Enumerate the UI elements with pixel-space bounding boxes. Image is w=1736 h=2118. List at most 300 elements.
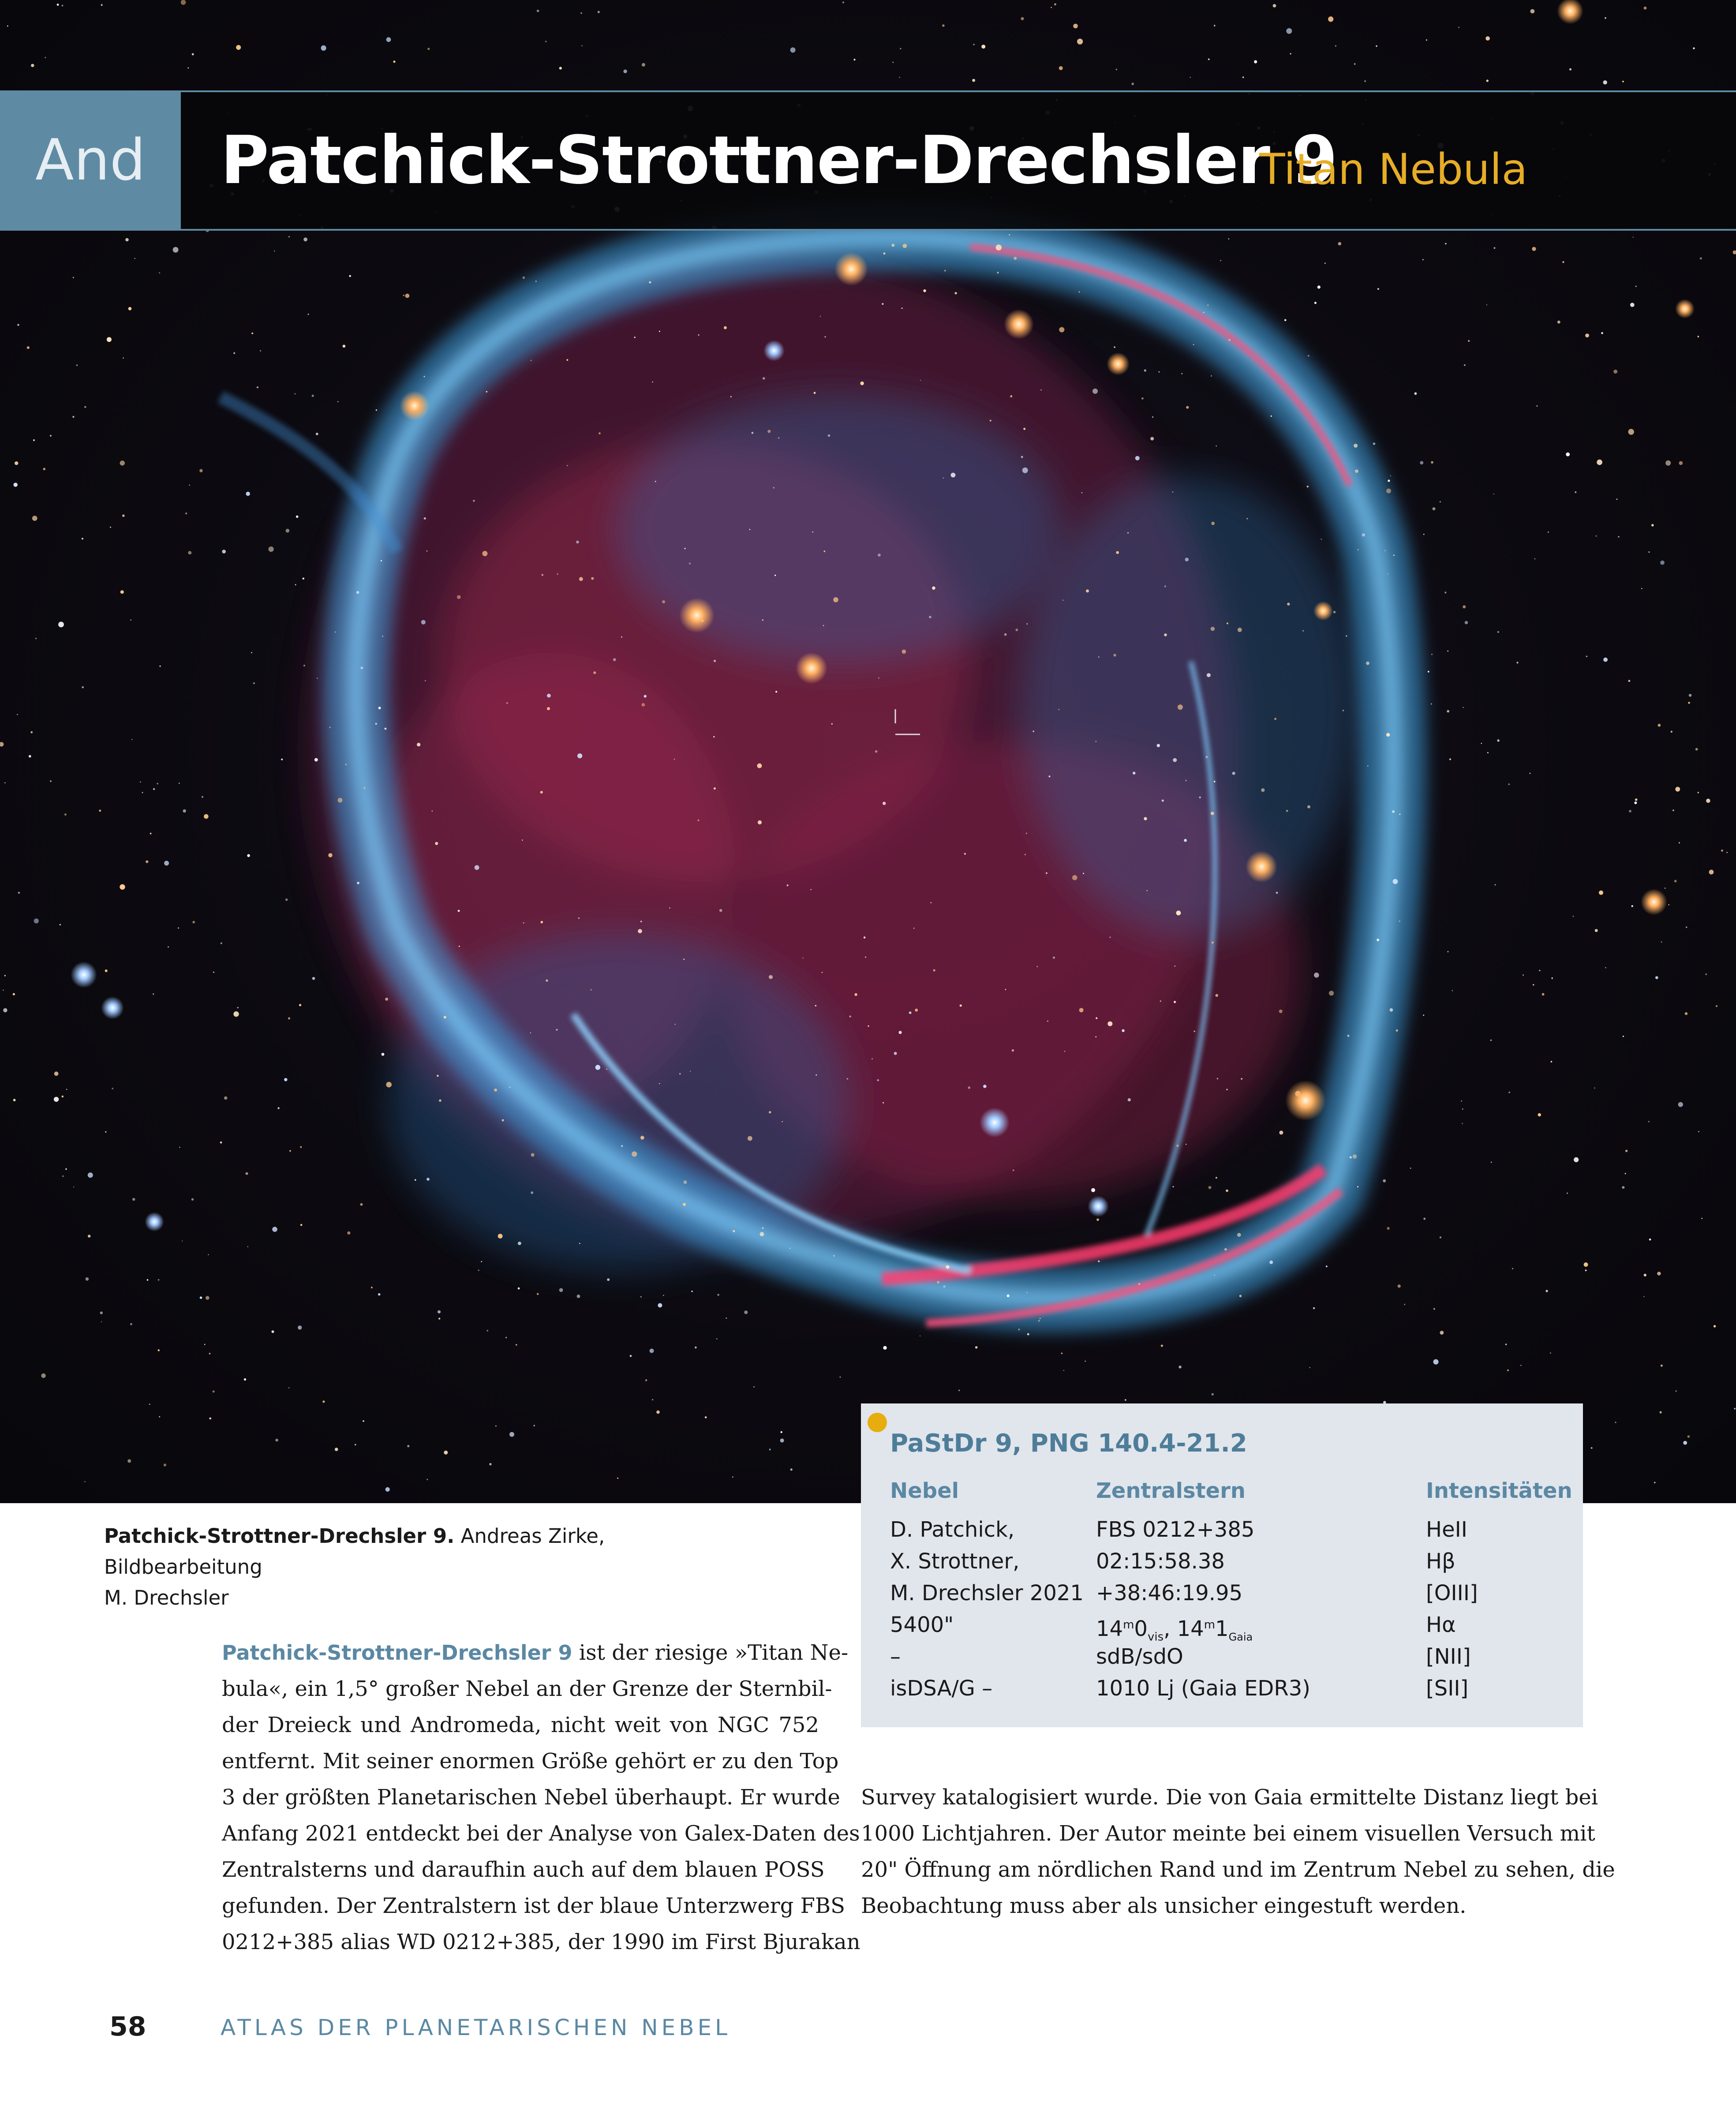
star	[891, 244, 894, 247]
star	[1059, 327, 1064, 333]
central-star-type: sdB/sdO	[1096, 1644, 1183, 1669]
bright-star	[71, 962, 97, 988]
star	[1716, 1005, 1717, 1007]
star	[204, 814, 209, 819]
star	[438, 1318, 440, 1320]
star	[1214, 25, 1216, 26]
star	[1452, 990, 1453, 991]
star	[662, 600, 665, 603]
star	[690, 1071, 691, 1072]
star	[86, 1277, 89, 1281]
star	[132, 1198, 135, 1201]
star	[1428, 671, 1429, 673]
star	[338, 798, 343, 803]
star	[1314, 302, 1317, 304]
star	[1508, 783, 1510, 785]
star	[757, 763, 762, 768]
star	[168, 947, 169, 948]
star	[689, 563, 691, 565]
star	[275, 1439, 278, 1441]
star	[1377, 288, 1379, 290]
star	[1622, 1186, 1624, 1189]
star	[1086, 589, 1089, 592]
intensity-4: Hα	[1426, 1613, 1456, 1637]
bright-star	[1246, 851, 1277, 883]
star	[1059, 709, 1060, 710]
star	[224, 1096, 227, 1100]
star	[1355, 469, 1358, 473]
star	[1490, 1040, 1492, 1041]
star	[1343, 710, 1344, 711]
star	[159, 666, 161, 667]
star	[321, 45, 326, 51]
star	[473, 500, 475, 501]
bright-star	[763, 340, 785, 361]
running-title: ATLAS DER PLANETARISCHEN NEBEL	[221, 2015, 731, 2040]
page-title: Patchick-Strottner-Drechsler 9	[221, 122, 1337, 199]
star	[716, 1338, 718, 1340]
star	[942, 24, 945, 27]
star	[424, 517, 426, 520]
star	[1199, 797, 1201, 799]
star	[1567, 1193, 1568, 1194]
star	[630, 1355, 632, 1357]
caption-credit: Andreas Zirke, Bildbearbeitung	[104, 1524, 605, 1579]
star	[1064, 1051, 1066, 1052]
star	[509, 1086, 510, 1088]
star	[1308, 355, 1309, 357]
star	[236, 45, 241, 50]
star	[1027, 1333, 1029, 1336]
star	[1122, 1029, 1124, 1032]
star	[1392, 810, 1395, 813]
star	[540, 791, 543, 793]
star	[1534, 558, 1536, 560]
star	[1396, 1029, 1398, 1032]
star	[1465, 621, 1468, 625]
star	[345, 763, 347, 765]
star	[599, 432, 600, 434]
bright-star	[834, 252, 868, 286]
star	[894, 1052, 897, 1055]
star	[1440, 1236, 1441, 1238]
title-bar	[0, 90, 1736, 231]
star	[744, 1310, 748, 1314]
star	[640, 1296, 642, 1298]
star	[1162, 800, 1164, 802]
star	[298, 1325, 302, 1329]
star	[1700, 257, 1702, 259]
star	[385, 998, 388, 1001]
nebula-column	[890, 1514, 1084, 1704]
star	[1678, 1102, 1683, 1107]
star	[640, 1136, 644, 1140]
star	[943, 1285, 945, 1287]
star	[486, 391, 487, 392]
star	[260, 350, 261, 352]
star	[683, 959, 685, 960]
star	[932, 587, 935, 590]
article-line: gefunden. Der Zentralstern ist der blaue Unterzwerg FBS	[222, 1893, 846, 1918]
star	[1657, 1272, 1661, 1275]
star	[347, 1231, 350, 1235]
star	[191, 1198, 194, 1201]
star	[900, 48, 901, 49]
star	[1254, 60, 1257, 64]
star	[385, 1487, 390, 1492]
star	[1367, 765, 1369, 767]
star	[964, 853, 966, 855]
star	[724, 326, 727, 329]
star	[854, 993, 857, 996]
star	[60, 924, 61, 925]
star	[415, 1179, 416, 1181]
star	[4, 782, 6, 783]
star	[1495, 884, 1496, 886]
star	[1261, 788, 1265, 792]
star	[579, 577, 583, 581]
star	[1575, 491, 1577, 493]
star	[1486, 79, 1489, 82]
bright-star	[101, 996, 124, 1019]
nebula-discoverer-3: M. Drechsler 2021	[890, 1581, 1084, 1605]
star	[251, 652, 252, 653]
article-left-column	[222, 1635, 861, 1960]
star	[1491, 1162, 1492, 1163]
star	[1172, 1186, 1174, 1187]
star	[1207, 673, 1211, 677]
star	[1224, 1248, 1227, 1251]
star	[13, 1099, 16, 1101]
star	[1092, 389, 1098, 394]
star	[1014, 257, 1017, 260]
star	[1665, 887, 1666, 889]
star	[1159, 371, 1160, 373]
star	[1083, 873, 1084, 874]
star	[1026, 1292, 1027, 1293]
star	[316, 433, 318, 435]
star	[951, 473, 956, 478]
star	[899, 77, 900, 78]
star	[343, 345, 346, 348]
star	[684, 548, 685, 549]
star	[769, 1111, 771, 1113]
star	[1114, 346, 1115, 348]
star	[733, 1230, 735, 1232]
star	[1431, 654, 1433, 655]
star	[1628, 429, 1634, 434]
star	[1674, 880, 1677, 883]
star	[1461, 1100, 1462, 1102]
central-star-column	[1096, 1514, 1310, 1704]
star	[335, 632, 336, 633]
star	[1649, 1239, 1651, 1241]
star	[76, 364, 78, 366]
star	[902, 307, 903, 309]
star	[1227, 622, 1228, 624]
star	[810, 889, 812, 891]
star	[1695, 748, 1698, 751]
star	[1539, 970, 1540, 971]
star	[1655, 976, 1658, 979]
star	[1216, 445, 1217, 447]
star	[1241, 1078, 1242, 1080]
star	[713, 736, 715, 737]
star	[816, 1074, 817, 1076]
star	[1631, 905, 1633, 907]
star	[101, 4, 103, 6]
star	[1228, 339, 1231, 341]
star	[1276, 892, 1278, 894]
star	[360, 1203, 363, 1206]
star	[1601, 332, 1603, 334]
star	[640, 921, 642, 922]
star	[1377, 939, 1379, 941]
star	[64, 813, 67, 816]
star	[101, 1321, 102, 1322]
star	[363, 787, 365, 789]
star	[382, 1053, 385, 1056]
star	[1307, 805, 1310, 808]
star	[1133, 772, 1135, 775]
star	[1688, 702, 1690, 704]
star	[763, 377, 765, 380]
star	[621, 636, 623, 638]
star	[221, 943, 222, 944]
star	[164, 1463, 166, 1466]
star	[1307, 486, 1309, 487]
star	[285, 898, 288, 901]
intensities-column	[1426, 1514, 1478, 1704]
star	[1091, 1188, 1095, 1192]
star	[153, 788, 155, 790]
star	[312, 977, 315, 980]
star	[1152, 416, 1153, 418]
star	[382, 636, 383, 637]
star	[762, 619, 763, 621]
star	[972, 79, 975, 82]
star	[202, 796, 203, 798]
central-star-name: FBS 0212+385	[1096, 1517, 1255, 1542]
nebula-size: 5400"	[890, 1613, 954, 1637]
star	[1595, 929, 1598, 932]
star	[679, 1073, 681, 1075]
star	[244, 1378, 246, 1381]
star	[1651, 524, 1654, 527]
star	[769, 1449, 771, 1451]
star	[31, 64, 34, 67]
star	[1026, 833, 1027, 834]
star	[531, 1191, 533, 1194]
star	[303, 238, 307, 242]
star	[1164, 633, 1167, 636]
star	[1214, 1274, 1215, 1276]
star	[247, 1246, 248, 1247]
star	[1211, 812, 1214, 815]
star	[1116, 551, 1119, 554]
column-header-central-star: Zentralstern	[1096, 1478, 1246, 1503]
star	[482, 551, 487, 556]
star	[1414, 392, 1417, 395]
star	[1698, 792, 1699, 793]
star	[1633, 237, 1634, 238]
star	[208, 1254, 209, 1255]
star	[1098, 1261, 1100, 1262]
star	[192, 921, 195, 924]
star	[883, 252, 886, 254]
star	[545, 41, 547, 42]
star	[134, 258, 135, 259]
star	[760, 1232, 764, 1236]
star	[1138, 1283, 1140, 1285]
star	[427, 1178, 430, 1181]
star	[1622, 81, 1624, 82]
star	[1025, 854, 1026, 855]
star	[1271, 415, 1272, 417]
star	[29, 755, 31, 758]
star	[878, 554, 881, 557]
star	[1584, 1262, 1588, 1267]
star	[920, 380, 921, 381]
star	[1433, 1359, 1439, 1365]
star	[1706, 973, 1707, 975]
star	[623, 70, 627, 73]
constellation-box	[0, 92, 181, 229]
star	[33, 439, 35, 441]
star	[123, 357, 124, 359]
star	[814, 392, 816, 394]
star	[1207, 304, 1208, 306]
star	[246, 1172, 248, 1175]
star	[1520, 1365, 1521, 1366]
star	[360, 666, 363, 669]
star	[187, 67, 189, 69]
star	[178, 928, 179, 929]
star	[1386, 489, 1391, 494]
star	[937, 1281, 939, 1284]
star	[1010, 395, 1012, 397]
star	[1557, 321, 1560, 324]
star	[943, 478, 944, 479]
star	[385, 728, 387, 730]
star	[1445, 243, 1447, 245]
central-star-ra: 02:15:58.38	[1096, 1549, 1225, 1574]
star	[1398, 1284, 1401, 1287]
star	[437, 1075, 438, 1077]
star	[753, 1386, 755, 1388]
star	[1448, 951, 1449, 952]
star	[1383, 1179, 1386, 1182]
star	[1206, 756, 1208, 758]
star	[872, 1058, 873, 1059]
star	[120, 884, 125, 890]
star	[778, 437, 779, 438]
star	[505, 1337, 507, 1338]
star	[1661, 941, 1662, 943]
star	[1238, 628, 1242, 632]
star	[73, 277, 74, 278]
star	[253, 682, 255, 684]
star	[1373, 442, 1376, 445]
bright-star	[980, 1108, 1010, 1138]
star	[502, 1119, 504, 1121]
page-subtitle: Titan Nebula	[1259, 145, 1528, 194]
star	[822, 972, 823, 973]
star	[439, 1100, 441, 1102]
star	[1404, 1304, 1405, 1305]
star	[1077, 39, 1083, 45]
star	[1357, 1186, 1358, 1187]
star	[547, 707, 550, 710]
article-line: der Dreieck und Andromeda, nicht weit von NGC 752	[222, 1713, 819, 1737]
star	[1410, 1168, 1411, 1169]
star	[1054, 3, 1056, 5]
star	[335, 1448, 338, 1451]
star	[1350, 1156, 1352, 1158]
star	[88, 1235, 90, 1237]
bright-star	[1557, 0, 1583, 24]
star	[1333, 611, 1336, 613]
star	[1431, 704, 1432, 705]
data-box-title: PaStDr 9, PNG 140.4-21.2	[890, 1429, 1247, 1458]
star	[1324, 262, 1326, 264]
star	[1683, 1441, 1687, 1445]
star	[386, 37, 391, 42]
star	[1629, 810, 1631, 812]
star	[159, 1416, 160, 1418]
star	[62, 5, 64, 7]
star	[1675, 787, 1680, 792]
star	[355, 1444, 356, 1446]
star	[1131, 82, 1134, 85]
star	[576, 541, 579, 544]
star	[1597, 460, 1602, 465]
star	[1186, 780, 1187, 781]
star	[1698, 1131, 1699, 1132]
star	[929, 616, 931, 618]
star	[386, 1082, 392, 1088]
star	[1665, 460, 1671, 466]
star	[1689, 694, 1692, 697]
star	[329, 727, 330, 728]
column-header-nebula: Nebel	[890, 1478, 959, 1503]
star	[1569, 68, 1571, 71]
star	[489, 1463, 492, 1466]
star	[1390, 475, 1391, 476]
article-line: 3 der größten Planetarischen Nebel überhaupt. Er wurde	[222, 1785, 840, 1810]
star	[1643, 1296, 1645, 1297]
star	[35, 638, 37, 640]
star	[125, 238, 129, 242]
star	[714, 787, 716, 790]
star	[1660, 561, 1665, 565]
bright-star	[400, 391, 430, 421]
star	[1551, 977, 1553, 979]
bright-star	[145, 1212, 164, 1231]
star	[960, 1004, 962, 1007]
star	[272, 1330, 274, 1333]
star	[233, 1011, 239, 1017]
star	[864, 936, 866, 939]
star	[246, 492, 250, 496]
star	[1021, 456, 1023, 458]
star	[1329, 991, 1334, 995]
star	[1185, 558, 1189, 561]
star	[1107, 1022, 1112, 1026]
star	[1376, 45, 1377, 47]
star	[17, 714, 18, 715]
star	[834, 1255, 835, 1257]
